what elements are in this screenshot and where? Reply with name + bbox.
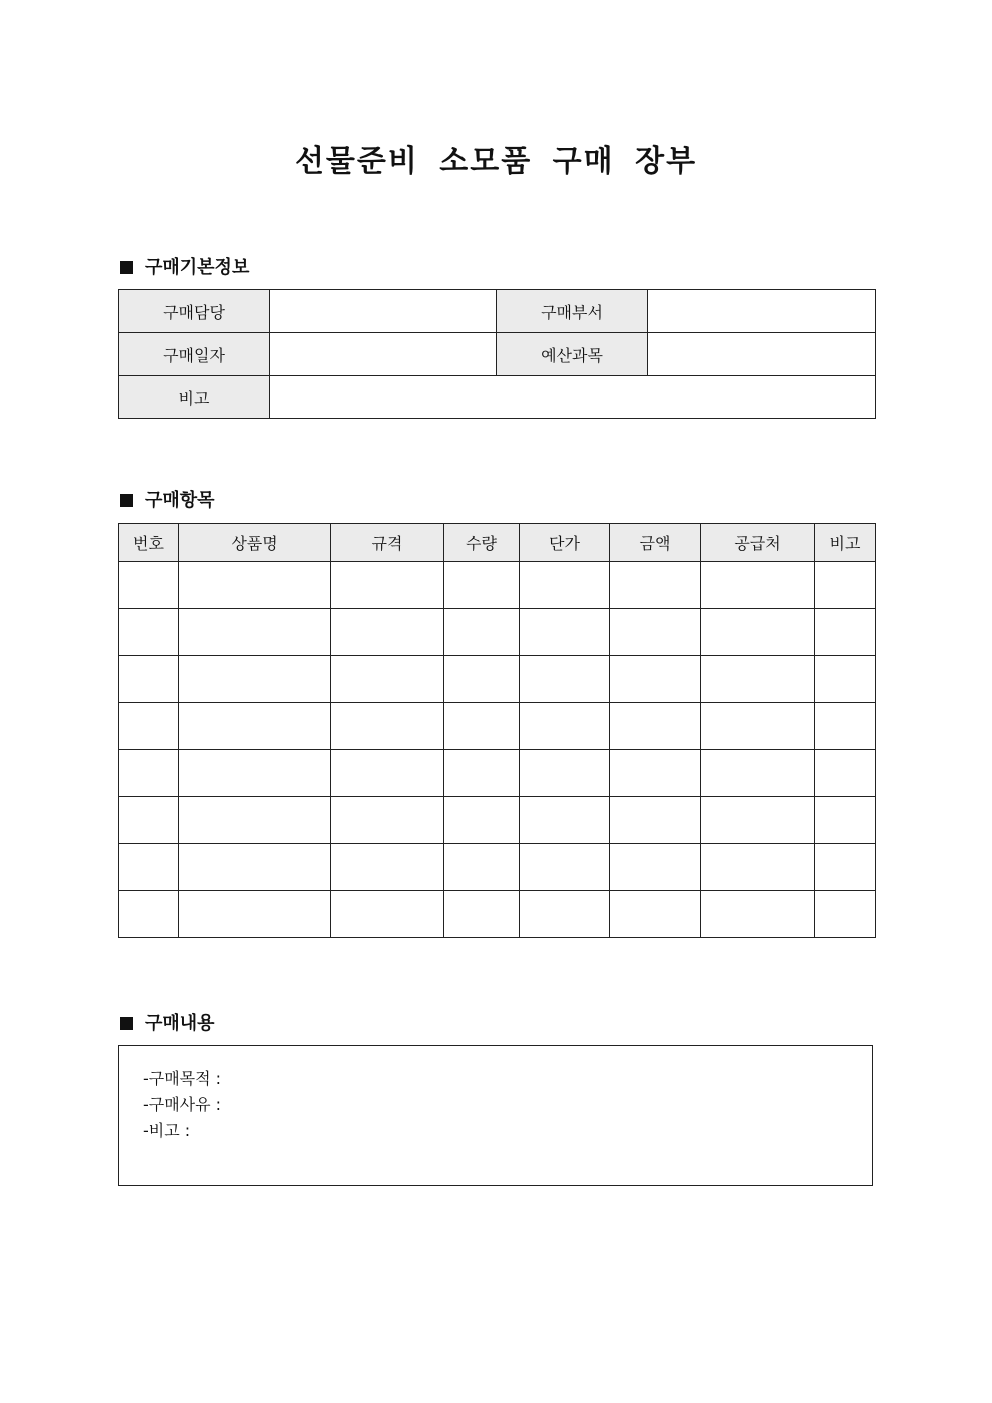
cell-spec[interactable] bbox=[331, 797, 444, 844]
table-row bbox=[119, 797, 876, 844]
cell-supplier[interactable] bbox=[701, 562, 815, 609]
cell-note[interactable] bbox=[815, 609, 876, 656]
cell-product-name[interactable] bbox=[179, 703, 331, 750]
cell-product-name[interactable] bbox=[179, 891, 331, 938]
cell-spec[interactable] bbox=[331, 562, 444, 609]
cell-quantity[interactable] bbox=[444, 797, 520, 844]
column-header-spec: 규격 bbox=[331, 524, 444, 562]
cell-quantity[interactable] bbox=[444, 562, 520, 609]
reason-line: -구매사유 : bbox=[143, 1095, 222, 1114]
cell-supplier[interactable] bbox=[701, 656, 815, 703]
cell-number[interactable] bbox=[119, 750, 179, 797]
cell-note[interactable] bbox=[815, 891, 876, 938]
table-row bbox=[119, 656, 876, 703]
table-row bbox=[119, 562, 876, 609]
cell-amount[interactable] bbox=[610, 656, 701, 703]
column-header-product-name: 상품명 bbox=[179, 524, 331, 562]
cell-amount[interactable] bbox=[610, 703, 701, 750]
cell-amount[interactable] bbox=[610, 609, 701, 656]
label-note: 비고 bbox=[119, 376, 270, 419]
cell-quantity[interactable] bbox=[444, 609, 520, 656]
basic-info-table bbox=[118, 289, 876, 419]
square-bullet-icon bbox=[120, 261, 133, 274]
cell-number[interactable] bbox=[119, 562, 179, 609]
square-bullet-icon bbox=[120, 494, 133, 507]
cell-spec[interactable] bbox=[331, 656, 444, 703]
table-row bbox=[119, 750, 876, 797]
cell-amount[interactable] bbox=[610, 750, 701, 797]
cell-quantity[interactable] bbox=[444, 656, 520, 703]
cell-spec[interactable] bbox=[331, 703, 444, 750]
cell-number[interactable] bbox=[119, 844, 179, 891]
cell-product-name[interactable] bbox=[179, 562, 331, 609]
cell-quantity[interactable] bbox=[444, 891, 520, 938]
cell-product-name[interactable] bbox=[179, 844, 331, 891]
cell-note[interactable] bbox=[815, 703, 876, 750]
cell-unit-price[interactable] bbox=[520, 844, 610, 891]
label-purchaser: 구매담당 bbox=[119, 290, 270, 333]
cell-note[interactable] bbox=[815, 656, 876, 703]
page-title: 선물준비 소모품 구매 장부 bbox=[294, 144, 698, 179]
section-heading-label: 구매기본정보 bbox=[145, 257, 250, 278]
cell-unit-price[interactable] bbox=[520, 750, 610, 797]
cell-note[interactable] bbox=[815, 797, 876, 844]
cell-amount[interactable] bbox=[610, 797, 701, 844]
cell-unit-price[interactable] bbox=[520, 609, 610, 656]
cell-quantity[interactable] bbox=[444, 703, 520, 750]
cell-product-name[interactable] bbox=[179, 750, 331, 797]
cell-number[interactable] bbox=[119, 656, 179, 703]
cell-quantity[interactable] bbox=[444, 844, 520, 891]
cell-number[interactable] bbox=[119, 703, 179, 750]
cell-note[interactable] bbox=[815, 844, 876, 891]
department-field[interactable] bbox=[648, 290, 876, 333]
cell-note[interactable] bbox=[815, 562, 876, 609]
content-box[interactable] bbox=[118, 1045, 873, 1186]
cell-supplier[interactable] bbox=[701, 891, 815, 938]
table-row bbox=[119, 609, 876, 656]
purchaser-field[interactable] bbox=[270, 290, 497, 333]
cell-note[interactable] bbox=[815, 750, 876, 797]
label-budget-item: 예산과목 bbox=[497, 333, 648, 376]
cell-supplier[interactable] bbox=[701, 844, 815, 891]
column-header-number: 번호 bbox=[119, 524, 179, 562]
column-header-quantity: 수량 bbox=[444, 524, 520, 562]
label-purchase-date: 구매일자 bbox=[119, 333, 270, 376]
cell-unit-price[interactable] bbox=[520, 891, 610, 938]
label-department: 구매부서 bbox=[497, 290, 648, 333]
section-heading-basic-info bbox=[120, 253, 249, 279]
cell-spec[interactable] bbox=[331, 844, 444, 891]
column-header-note: 비고 bbox=[815, 524, 876, 562]
section-heading-content bbox=[120, 1009, 215, 1035]
note-field[interactable] bbox=[270, 376, 876, 419]
column-header-supplier: 공급처 bbox=[701, 524, 815, 562]
cell-number[interactable] bbox=[119, 891, 179, 938]
cell-amount[interactable] bbox=[610, 891, 701, 938]
cell-amount[interactable] bbox=[610, 562, 701, 609]
items-table bbox=[118, 523, 876, 938]
cell-supplier[interactable] bbox=[701, 703, 815, 750]
cell-supplier[interactable] bbox=[701, 609, 815, 656]
cell-number[interactable] bbox=[119, 609, 179, 656]
cell-spec[interactable] bbox=[331, 609, 444, 656]
cell-unit-price[interactable] bbox=[520, 656, 610, 703]
cell-unit-price[interactable] bbox=[520, 562, 610, 609]
purchase-date-field[interactable] bbox=[270, 333, 497, 376]
column-header-amount: 금액 bbox=[610, 524, 701, 562]
note-line: -비고 : bbox=[143, 1121, 191, 1140]
table-row bbox=[119, 290, 876, 333]
cell-spec[interactable] bbox=[331, 891, 444, 938]
table-row bbox=[119, 376, 876, 419]
cell-number[interactable] bbox=[119, 797, 179, 844]
cell-product-name[interactable] bbox=[179, 609, 331, 656]
section-heading-label: 구매내용 bbox=[145, 1013, 215, 1034]
section-heading-items bbox=[120, 486, 215, 512]
cell-amount[interactable] bbox=[610, 844, 701, 891]
budget-item-field[interactable] bbox=[648, 333, 876, 376]
cell-unit-price[interactable] bbox=[520, 703, 610, 750]
table-row bbox=[119, 333, 876, 376]
cell-product-name[interactable] bbox=[179, 656, 331, 703]
table-row bbox=[119, 844, 876, 891]
cell-supplier[interactable] bbox=[701, 797, 815, 844]
cell-supplier[interactable] bbox=[701, 750, 815, 797]
table-header-row bbox=[119, 524, 876, 562]
table-row bbox=[119, 703, 876, 750]
cell-unit-price[interactable] bbox=[520, 797, 610, 844]
purpose-line: -구매목적 : bbox=[143, 1069, 222, 1088]
table-row bbox=[119, 891, 876, 938]
cell-product-name[interactable] bbox=[179, 797, 331, 844]
column-header-unit-price: 단가 bbox=[520, 524, 610, 562]
cell-spec[interactable] bbox=[331, 750, 444, 797]
square-bullet-icon bbox=[120, 1017, 133, 1030]
section-heading-label: 구매항목 bbox=[145, 490, 215, 511]
cell-quantity[interactable] bbox=[444, 750, 520, 797]
